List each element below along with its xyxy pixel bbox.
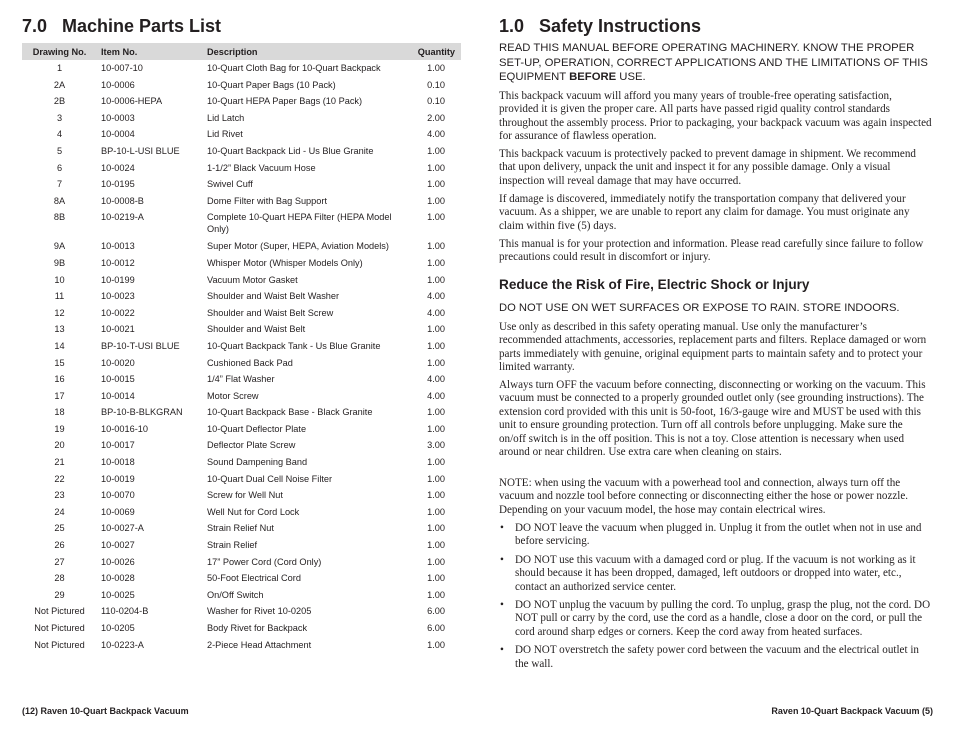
drawing-no-cell: 20 [54, 440, 65, 451]
description-cell: 10-Quart Dual Cell Noise Filter [207, 473, 333, 484]
quantity-cell: 1.00 [427, 506, 445, 517]
description-cell: 10-Quart Backpack Lid - Us Blue Granite [207, 145, 374, 156]
description-cell: Complete 10-Quart HEPA Filter (HEPA Model Only) [207, 212, 392, 234]
drawing-no-cell: 10 [54, 274, 65, 285]
drawing-no-cell: 27 [54, 556, 65, 567]
drawing-no-cell: 1 [56, 63, 63, 73]
quantity-cell: 1.00 [427, 340, 445, 351]
quantity-cell: 6.00 [427, 623, 445, 633]
table-row [22, 487, 461, 504]
item-no-cell: 10-0027 [101, 540, 135, 551]
table-row [22, 110, 461, 127]
item-no-cell: 10-0195 [101, 179, 135, 190]
paragraph: Use only as described in this safety operating manual. Use only the manufacturer’s recommended attachments, accessories, replacement parts and filters. Replace damaged or worn parts immediately with genuine, original equipment parts to maintain safety and to protect your limited warranty. [499, 321, 927, 374]
quantity-cell: 1.00 [427, 357, 445, 368]
quantity-cell: 1.00 [427, 589, 445, 600]
table-row [22, 355, 461, 372]
table-row [22, 570, 461, 587]
item-no-cell: BP-10-B-BLKGRAN [101, 407, 183, 418]
header-item-no: Item No. [97, 43, 203, 60]
header-quantity: Quantity [401, 43, 461, 60]
section-number: 1.0 [499, 16, 525, 36]
item-no-cell: 10-0019 [101, 473, 135, 484]
description-cell: Whisper Motor (Whisper Models Only) [207, 257, 363, 268]
drawing-no-cell: 5 [56, 145, 63, 156]
quantity-cell: 1.00 [427, 324, 445, 335]
item-no-cell: 10-0021 [101, 324, 135, 335]
description-cell: 10-Quart Backpack Tank - Us Blue Granite [207, 340, 381, 351]
bullet-text: DO NOT use this vacuum with a damaged cord or plug. If the vacuum is not working as it should because it has been dropped, damaged, left outdoors or dropped into water, etc., contact an authorized service center. [515, 553, 916, 593]
item-no-cell: BP-10-L-USI BLUE [101, 145, 180, 156]
quantity-cell: 1.00 [427, 63, 445, 73]
quantity-cell: 1.00 [427, 473, 445, 484]
section-title: Machine Parts List [62, 16, 222, 36]
subheading: Reduce the Risk of Fire, Electric Shock or Injury [499, 277, 810, 292]
drawing-no-cell: 17 [54, 390, 65, 401]
drawing-no-cell: 9A [53, 241, 66, 252]
description-cell: Cushioned Back Pad [207, 357, 293, 368]
item-no-cell: 10-0008-B [101, 195, 144, 206]
table-row [22, 371, 461, 388]
quantity-cell: 1.00 [427, 257, 445, 268]
table-row [22, 209, 461, 238]
item-no-cell: 10-0020 [101, 357, 135, 368]
item-no-cell: 10-0070 [101, 490, 135, 501]
quantity-cell: 4.00 [427, 291, 445, 302]
drawing-no-cell: 9B [53, 257, 66, 268]
quantity-cell: 4.00 [427, 129, 445, 140]
safety-heading [499, 16, 701, 37]
item-no-cell: 10-0015 [101, 374, 135, 385]
table-row [22, 126, 461, 143]
description-cell: 10-Quart Cloth Bag for 10-Quart Backpack [207, 63, 381, 73]
quantity-cell: 1.00 [427, 195, 445, 206]
quantity-cell: 1.00 [427, 556, 445, 567]
drawing-no-cell: 29 [54, 589, 65, 600]
drawing-no-cell: 4 [56, 129, 63, 140]
quantity-cell: 1.00 [427, 639, 445, 650]
item-no-cell: 10-0023 [101, 291, 135, 302]
description-cell: Shoulder and Waist Belt Screw [207, 307, 334, 318]
lead-text: READ THIS MANUAL BEFORE OPERATING MACHINERY. KNOW THE PROPER SET-UP, OPERATION, CORRECT APPLICATIONS AND THE LIMITATIONS OF THIS EQUIPMENT [499, 42, 928, 83]
paragraph: NOTE: when using the vacuum with a powerhead tool and connection, always turn off the vacuum and nozzle tool before connecting or disconnecting either the hose or power nozzle. Depending on your vacuum model, the hose may contain electrical wires. [499, 477, 909, 516]
table-row [22, 176, 461, 193]
description-cell: Well Nut for Cord Lock [207, 506, 300, 517]
description-cell: 10-Quart Paper Bags (10 Pack) [207, 79, 336, 90]
list-item: • DO NOT leave the vacuum when plugged in. Unplug it from the outlet when not in use and before servicing. [500, 522, 922, 548]
table-row [22, 77, 461, 94]
table-row [22, 388, 461, 405]
paragraph: Always turn OFF the vacuum before connecting, disconnecting or working on the vacuum. This vacuum must be connected to a properly grounded outlet only (see grounding instructions). The extension cord provided with this unit is 50-foot, 16/3-gauge wire and MUST be used with this unit to ensure grounding protection. Turn off all controls before unplugging. Make sure the on/off switch is in the off position. This is not a toy. Close attention is necessary when used around or near children. Use extra care when cleaning on stairs. [499, 379, 926, 459]
description-cell: Shoulder and Waist Belt [207, 324, 306, 335]
drawing-no-cell: 2B [53, 96, 66, 107]
parts-list-heading [22, 16, 221, 37]
safety-bullet-list [499, 522, 932, 671]
table-row [22, 421, 461, 438]
table-row [22, 471, 461, 488]
header-drawing-no: Drawing No. [22, 43, 97, 60]
description-cell: Motor Screw [207, 390, 259, 401]
table-row [22, 504, 461, 521]
table-row [22, 587, 461, 604]
item-no-cell: BP-10-T-USI BLUE [101, 340, 180, 351]
item-no-cell: 10-0004 [101, 129, 135, 140]
quantity-cell: 1.00 [427, 407, 445, 418]
table-row [22, 637, 461, 654]
item-no-cell: 10-0014 [101, 390, 135, 401]
drawing-no-cell: 26 [54, 540, 65, 551]
table-row [22, 305, 461, 322]
drawing-no-cell: Not Pictured [34, 623, 85, 633]
list-item: • DO NOT use this vacuum with a damaged cord or plug. If the vacuum is not working as it should because it has been dropped, damaged, left outdoors or dropped into water, etc., contact an authorized service center. [500, 553, 916, 593]
item-no-cell: 10-0205 [101, 623, 135, 633]
description-cell: Swivel Cuff [207, 179, 253, 190]
drawing-no-cell: 16 [54, 374, 65, 385]
table-row [22, 238, 461, 255]
item-no-cell: 10-0024 [101, 162, 135, 173]
table-row [22, 160, 461, 177]
lead-warning [499, 41, 933, 85]
description-cell: Lid Rivet [207, 129, 243, 140]
left-page-footer: (12) Raven 10-Quart Backpack Vacuum [22, 706, 189, 716]
header-description: Description [203, 43, 401, 60]
description-cell: Screw for Well Nut [207, 490, 283, 501]
description-cell: Deflector Plate Screw [207, 440, 296, 451]
list-item: • DO NOT overstretch the safety power cord between the vacuum and the electrical outlet in the wall. [500, 644, 919, 670]
parts-table-header [22, 43, 461, 60]
quantity-cell: 1.00 [427, 162, 445, 173]
item-no-cell: 10-0016-10 [101, 423, 148, 434]
table-row [22, 404, 461, 421]
item-no-cell: 10-0018 [101, 457, 135, 468]
quantity-cell: 1.00 [427, 490, 445, 501]
table-row [22, 193, 461, 210]
table-row [22, 603, 461, 620]
description-cell: Washer for Rivet 10-0205 [207, 606, 312, 617]
drawing-no-cell: 6 [56, 162, 63, 173]
item-no-cell: 10-0003 [101, 112, 135, 123]
table-row [22, 60, 461, 77]
drawing-no-cell: 14 [54, 340, 65, 351]
drawing-no-cell: 11 [54, 291, 65, 302]
quantity-cell: 1.00 [427, 179, 445, 190]
drawing-no-cell: Not Pictured [34, 639, 85, 650]
table-row [22, 620, 461, 637]
description-cell: Body Rivet for Backpack [207, 623, 308, 633]
quantity-cell: 4.00 [427, 307, 445, 318]
drawing-no-cell: 24 [54, 506, 65, 517]
quantity-cell: 4.00 [427, 374, 445, 385]
section-title: Safety Instructions [539, 16, 702, 36]
description-cell: Super Motor (Super, HEPA, Aviation Models) [207, 241, 389, 252]
drawing-no-cell: 28 [54, 573, 65, 584]
drawing-no-cell: 21 [54, 457, 65, 468]
table-row [22, 537, 461, 554]
bullet-text: DO NOT leave the vacuum when plugged in. Unplug it from the outlet when not in use and before servicing. [515, 522, 922, 548]
table-row [22, 143, 461, 160]
drawing-no-cell: 8A [53, 195, 66, 206]
description-cell: 10-Quart Deflector Plate [207, 423, 307, 434]
item-no-cell: 10-0223-A [101, 639, 144, 650]
drawing-no-cell: 7 [56, 179, 63, 190]
drawing-no-cell: 12 [54, 307, 65, 318]
item-no-cell: 10-0006 [101, 79, 135, 90]
quantity-cell: 0.10 [427, 79, 445, 90]
item-no-cell: 10-0022 [101, 307, 135, 318]
paragraph: If damage is discovered, immediately notify the transportation company that delivered your vacuum. As a shipper, we are unable to report any claim for damage. You must originate any claim within five (5) days. [499, 193, 910, 232]
parts-table [22, 43, 461, 653]
description-cell: Vacuum Motor Gasket [207, 274, 298, 285]
item-no-cell: 10-0026 [101, 556, 135, 567]
table-row [22, 454, 461, 471]
paragraph: This manual is for your protection and information. Please read carefully since failure to follow precautions could result in discomfort or injury. [499, 238, 924, 264]
paragraph: This backpack vacuum is protectively packed to prevent damage in shipment. We recommend that upon delivery, unpack the unit and inspect it for any possible damage. Only a visual inspection will reveal damage that may have occurred. [499, 148, 916, 187]
table-row [22, 520, 461, 537]
left-page [22, 0, 462, 738]
description-cell: 10-Quart Backpack Base - Black Granite [207, 407, 373, 418]
item-no-cell: 10-0219-A [101, 212, 144, 223]
table-row [22, 93, 461, 110]
drawing-no-cell: 23 [54, 490, 65, 501]
description-cell: 2-Piece Head Attachment [207, 639, 312, 650]
item-no-cell: 110-0204-B [101, 606, 149, 617]
description-cell: Sound Dampening Band [207, 457, 308, 468]
drawing-no-cell: 22 [54, 473, 65, 484]
drawing-no-cell: 13 [54, 324, 65, 335]
quantity-cell: 1.00 [427, 274, 445, 285]
caps-warning: DO NOT USE ON WET SURFACES OR EXPOSE TO RAIN. STORE INDOORS. [499, 302, 900, 314]
quantity-cell: 2.00 [427, 112, 445, 123]
quantity-cell: 6.00 [427, 606, 445, 617]
quantity-cell: 1.00 [427, 423, 445, 434]
right-page [499, 0, 933, 738]
quantity-cell: 1.00 [427, 241, 445, 252]
quantity-cell: 1.00 [427, 457, 445, 468]
description-cell: 1-1/2” Black Vacuum Hose [207, 162, 316, 173]
quantity-cell: 3.00 [427, 440, 445, 451]
lead-end: USE. [616, 71, 646, 83]
parts-table-body [22, 60, 461, 653]
drawing-no-cell: 2A [53, 79, 66, 90]
description-cell: 1/4” Flat Washer [207, 374, 275, 385]
section-number: 7.0 [22, 16, 48, 36]
item-no-cell: 10-0027-A [101, 523, 144, 534]
description-cell: Strain Relief Nut [207, 523, 274, 534]
description-cell: 17” Power Cord (Cord Only) [207, 556, 322, 567]
item-no-cell: 10-007-10 [101, 63, 143, 73]
table-row [22, 272, 461, 289]
description-cell: Lid Latch [207, 112, 245, 123]
item-no-cell: 10-0006-HEPA [101, 96, 163, 107]
description-cell: On/Off Switch [207, 589, 264, 600]
drawing-no-cell: 3 [56, 112, 63, 123]
item-no-cell: 10-0199 [101, 274, 135, 285]
drawing-no-cell: 15 [54, 357, 65, 368]
description-cell: Strain Relief [207, 540, 258, 551]
table-row [22, 255, 461, 272]
drawing-no-cell: Not Pictured [34, 606, 85, 617]
description-cell: 10-Quart HEPA Paper Bags (10 Pack) [207, 96, 363, 107]
item-no-cell: 10-0028 [101, 573, 135, 584]
list-item: • DO NOT unplug the vacuum by pulling the cord. To unplug, grasp the plug, not the cord. DO NOT pull or carry by the cord, use the cord as a handle, close a door on the cord, or pull the cord around sharp edges or corners. Keep the cord away from heated surfaces. [500, 599, 931, 638]
quantity-cell: 1.00 [427, 145, 445, 156]
bullet-text: DO NOT unplug the vacuum by pulling the cord. To unplug, grasp the plug, not the cord. DO NOT pull or carry by the cord, use the cord as a handle, close a door on the cord, or pull the cord around sharp edges or corners. Keep the cord away from heated surfaces. [515, 599, 931, 638]
description-cell: 50-Foot Electrical Cord [207, 573, 301, 584]
table-row [22, 288, 461, 305]
quantity-cell: 1.00 [427, 540, 445, 551]
drawing-no-cell: 18 [54, 407, 65, 418]
quantity-cell: 1.00 [427, 523, 445, 534]
description-cell: Shoulder and Waist Belt Washer [207, 291, 340, 302]
description-cell: Dome Filter with Bag Support [207, 195, 327, 206]
right-page-footer: Raven 10-Quart Backpack Vacuum (5) [771, 706, 933, 716]
table-row [22, 437, 461, 454]
quantity-cell: 0.10 [427, 96, 445, 107]
quantity-cell: 1.00 [427, 212, 445, 223]
item-no-cell: 10-0025 [101, 589, 135, 600]
bullet-text: DO NOT overstretch the safety power cord between the vacuum and the electrical outlet in the wall. [515, 644, 919, 670]
paragraph: This backpack vacuum will afford you many years of trouble-free operating satisfaction, provided it is given the proper care. All parts have passed rigid quality control standards throughout the assembly process. Prior to packaging, your backpack vacuum was again inspected for assurance of flawless operation. [499, 90, 932, 143]
table-row [22, 338, 461, 355]
item-no-cell: 10-0012 [101, 257, 135, 268]
quantity-cell: 1.00 [427, 573, 445, 584]
quantity-cell: 4.00 [427, 390, 445, 401]
lead-bold: BEFORE [569, 71, 617, 83]
drawing-no-cell: 25 [54, 523, 65, 534]
table-row [22, 554, 461, 571]
item-no-cell: 10-0069 [101, 506, 135, 517]
drawing-no-cell: 19 [54, 423, 65, 434]
item-no-cell: 10-0017 [101, 440, 135, 451]
item-no-cell: 10-0013 [101, 241, 135, 252]
drawing-no-cell: 8B [53, 212, 66, 223]
table-row [22, 321, 461, 338]
